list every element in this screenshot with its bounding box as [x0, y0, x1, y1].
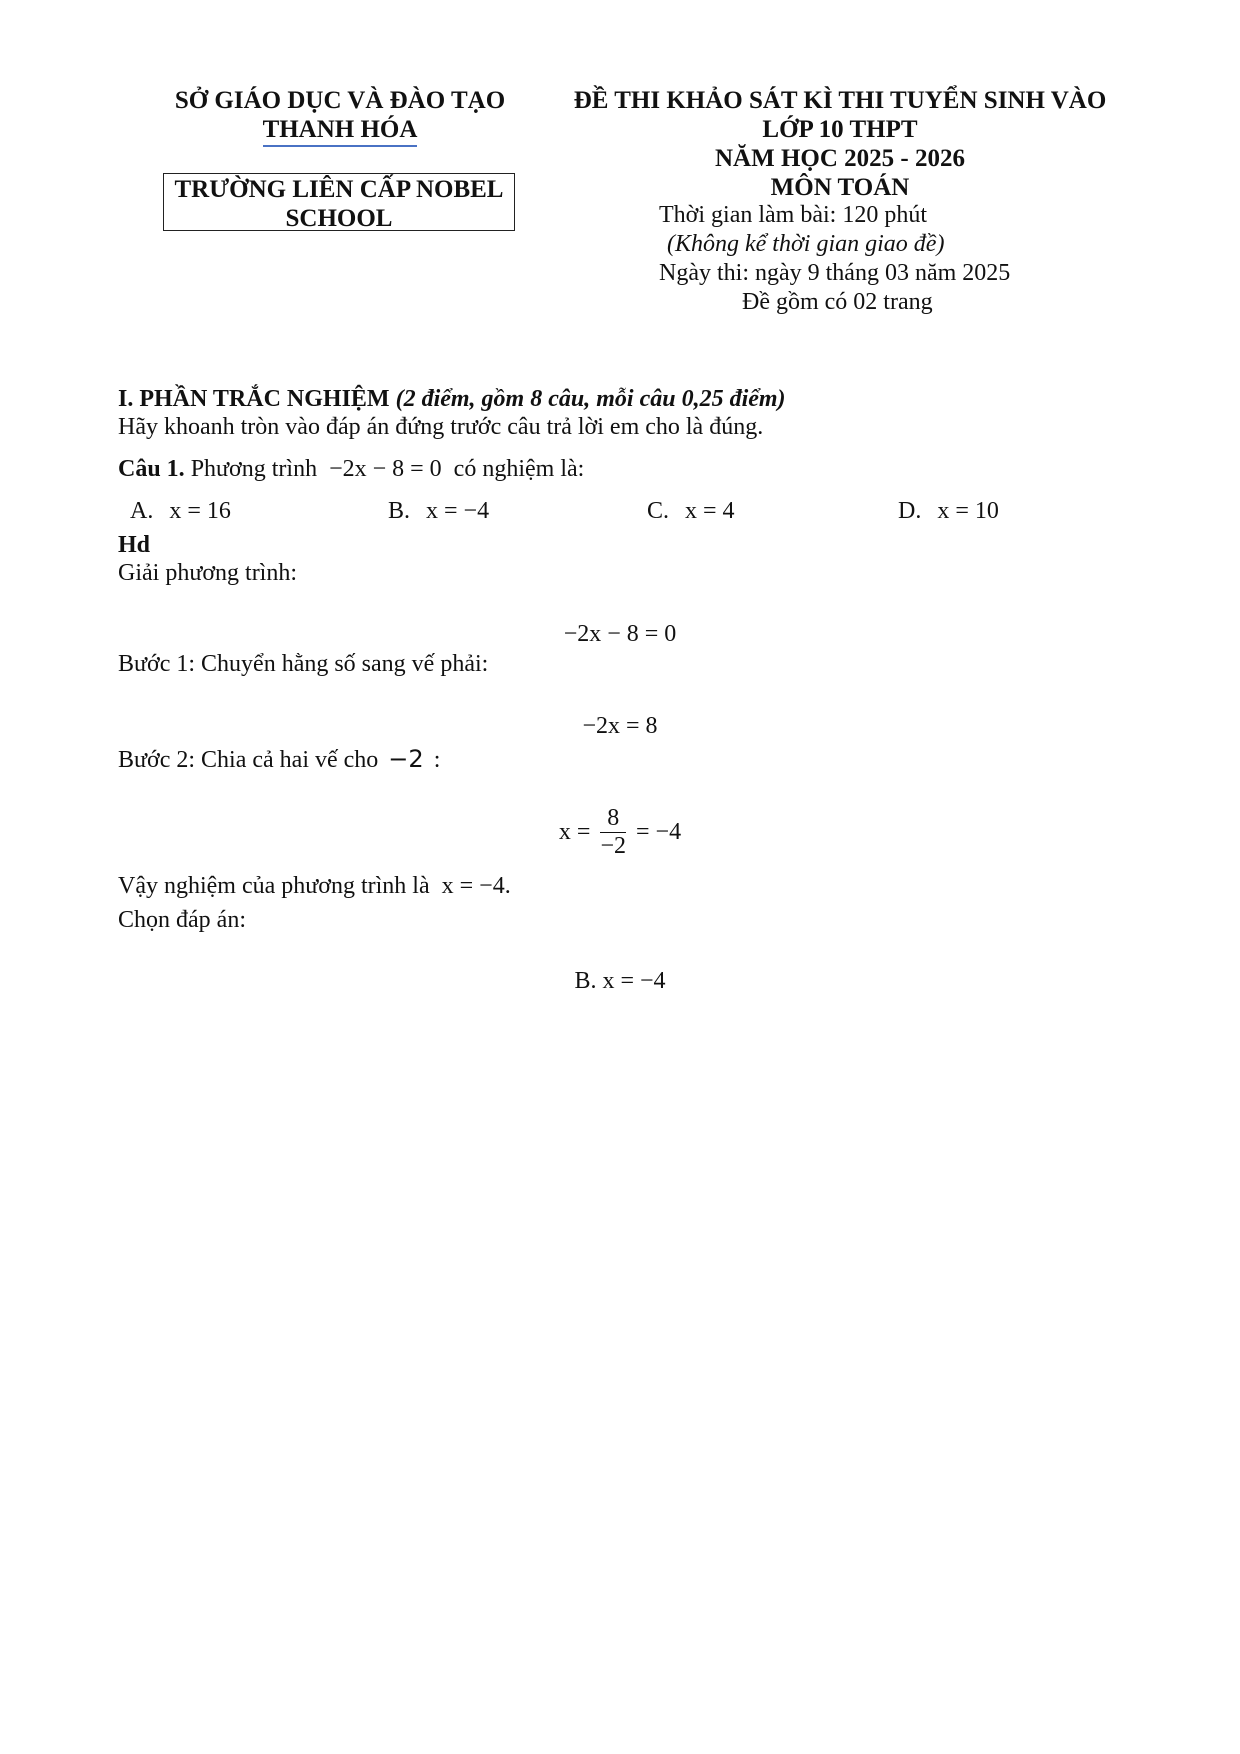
option-b[interactable] [388, 497, 489, 526]
eq3-rhs: = −4 [636, 819, 682, 845]
solution-heading: Hd [118, 532, 151, 558]
answer-value: x = −4 [602, 968, 666, 994]
fraction-numerator: 8 [600, 805, 626, 833]
section-instruction: Hãy khoanh tròn vào đáp án đứng trước câu trả lời em cho là đúng. [118, 414, 764, 440]
option-value: x = −4 [426, 498, 490, 524]
fraction-denominator: −2 [600, 833, 626, 859]
province-name: THANH HÓA [263, 115, 418, 147]
eq3-fraction [600, 805, 626, 860]
option-letter: B. [388, 498, 411, 524]
step-2-text: Bước 2: Chia cả hai vế cho [118, 747, 379, 773]
solution-intro: Giải phương trình: [118, 560, 298, 586]
exam-time: Thời gian làm bài: 120 phút [659, 202, 927, 228]
section-title-text: I. PHẦN TRẮC NGHIỆM [118, 386, 390, 412]
conclusion-value: x = −4. [441, 873, 511, 899]
exam-title [565, 86, 1115, 202]
exam-title-line2: LỚP 10 THPT [762, 116, 918, 143]
step-2-divisor: −2 [388, 745, 424, 773]
option-value: x = 16 [169, 498, 231, 524]
section-title-note: (2 điểm, gồm 8 câu, mỗi câu 0,25 điểm) [395, 386, 786, 412]
option-a[interactable] [130, 497, 231, 526]
question-label: Câu 1. [118, 456, 185, 482]
exam-time-note: (Không kể thời gian giao đề) [667, 231, 945, 257]
solution-equation-1: −2x − 8 = 0 [563, 621, 677, 647]
solution-choose: Chọn đáp án: [118, 907, 246, 933]
option-letter: C. [647, 498, 670, 524]
option-letter: A. [130, 498, 154, 524]
solution-equation-2: −2x = 8 [582, 713, 658, 739]
question-text-before: Phương trình [190, 456, 318, 482]
solution-answer [0, 967, 1240, 996]
option-value: x = 4 [685, 498, 735, 524]
question-1 [118, 455, 584, 484]
question-equation: −2x − 8 = 0 [329, 456, 442, 482]
step-2-colon: : [433, 747, 441, 773]
solution-conclusion [118, 872, 511, 901]
exam-subject: MÔN TOÁN [770, 174, 910, 201]
exam-title-line1: ĐỀ THI KHẢO SÁT KÌ THI TUYỂN SINH VÀO [573, 87, 1107, 114]
solution-step-2 [118, 745, 440, 775]
section-title [118, 385, 786, 414]
department-header [150, 86, 530, 147]
exam-year: NĂM HỌC 2025 - 2026 [715, 145, 965, 172]
question-text-after: có nghiệm là: [453, 456, 585, 482]
option-c[interactable] [647, 497, 735, 526]
answer-letter: B. [574, 968, 597, 994]
exam-pages: Đề gồm có 02 trang [742, 289, 933, 315]
exam-date: Ngày thi: ngày 9 tháng 03 năm 2025 [659, 260, 1011, 286]
option-value: x = 10 [937, 498, 999, 524]
school-name-box [163, 173, 515, 231]
option-letter: D. [898, 498, 922, 524]
solution-step-1: Bước 1: Chuyển hằng số sang vế phải: [118, 651, 489, 677]
conclusion-text: Vậy nghiệm của phương trình là [118, 873, 430, 899]
school-name-line2: SCHOOL [285, 205, 393, 232]
solution-equation-3 [0, 805, 1240, 860]
eq3-lhs: x = [558, 819, 591, 845]
school-name-line1: TRƯỜNG LIÊN CẤP NOBEL [174, 176, 504, 203]
option-d[interactable] [898, 497, 999, 526]
department-name: SỞ GIÁO DỤC VÀ ĐÀO TẠO [174, 87, 506, 114]
